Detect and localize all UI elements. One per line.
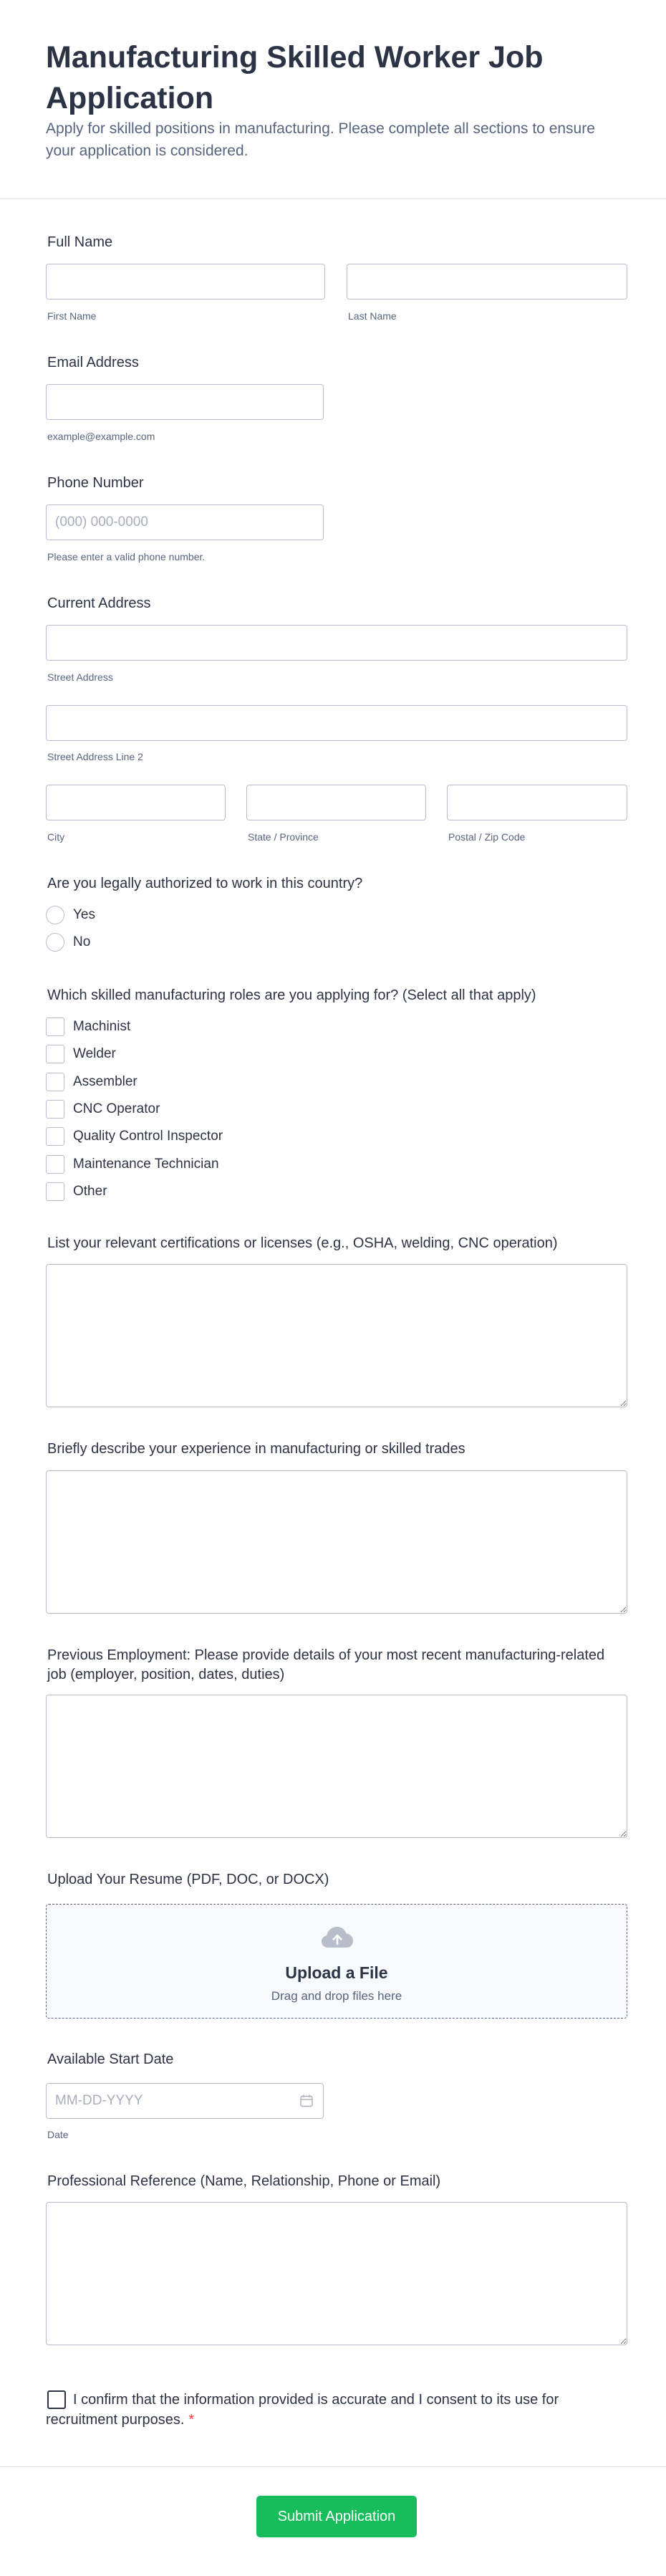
zip-input[interactable] — [447, 785, 627, 820]
authorized-option-yes[interactable] — [46, 905, 95, 925]
authorized-option-no[interactable] — [46, 932, 90, 952]
previous-employment-textarea[interactable] — [46, 1695, 627, 1838]
city-input[interactable] — [46, 785, 226, 820]
option-label: CNC Operator — [73, 1101, 160, 1116]
option-label: Assembler — [73, 1074, 137, 1089]
role-option-other[interactable] — [46, 1182, 107, 1202]
submit-application-button[interactable]: Submit Application — [256, 2496, 417, 2537]
option-label: Welder — [73, 1046, 116, 1061]
email-input[interactable] — [46, 384, 324, 420]
state-sublabel: State / Province — [248, 831, 319, 843]
checkbox[interactable] — [46, 1045, 64, 1063]
street-address-sublabel: Street Address — [47, 671, 113, 683]
start-date-label: Available Start Date — [47, 2051, 174, 2067]
radio-button[interactable] — [46, 906, 64, 924]
checkbox[interactable] — [46, 1127, 64, 1146]
role-option-welder[interactable] — [46, 1044, 116, 1064]
option-label: Quality Control Inspector — [73, 1129, 223, 1144]
required-asterisk: * — [188, 2412, 195, 2428]
checkbox[interactable] — [46, 1018, 64, 1036]
option-label: Other — [73, 1184, 107, 1199]
last-name-sublabel: Last Name — [348, 310, 397, 322]
full-name-label: Full Name — [47, 234, 113, 250]
email-label: Email Address — [47, 355, 139, 370]
checkbox[interactable] — [46, 1155, 64, 1174]
start-date-field — [46, 2083, 324, 2119]
city-sublabel: City — [47, 831, 65, 843]
first-name-input[interactable] — [46, 264, 325, 300]
role-option-machinist[interactable] — [46, 1017, 130, 1037]
role-option-assembler[interactable] — [46, 1072, 137, 1092]
checkbox[interactable] — [46, 1073, 64, 1091]
form-subtitle: Apply for skilled positions in manufacturing. Please complete all sections to ensure your application is considered. — [46, 120, 595, 159]
last-name-input[interactable] — [347, 264, 627, 300]
option-label: No — [73, 934, 91, 949]
email-sublabel: example@example.com — [47, 431, 155, 442]
phone-sublabel: Please enter a valid phone number. — [47, 551, 206, 562]
street-address-2-input[interactable] — [46, 705, 627, 741]
experience-label: Briefly describe your experience in manufacturing or skilled trades — [47, 1441, 465, 1457]
role-option-maintenance[interactable] — [46, 1154, 219, 1174]
form-header — [0, 0, 666, 199]
certifications-textarea[interactable] — [46, 1264, 627, 1407]
upload-title: Upload a File — [285, 1963, 388, 1982]
consent-checkbox[interactable] — [47, 2390, 66, 2409]
street-address-2-sublabel: Street Address Line 2 — [47, 751, 143, 762]
reference-textarea[interactable] — [46, 2202, 627, 2345]
role-option-quality-control[interactable] — [46, 1126, 223, 1146]
option-label: Yes — [73, 907, 95, 922]
phone-input[interactable] — [46, 504, 324, 540]
certifications-label: List your relevant certifications or licenses (e.g., OSHA, welding, CNC operation) — [47, 1235, 558, 1251]
street-address-input[interactable] — [46, 625, 627, 661]
option-label: Maintenance Technician — [73, 1157, 219, 1172]
consent-statement — [46, 2390, 561, 2430]
footer-divider — [0, 2466, 666, 2467]
checkbox[interactable] — [46, 1182, 64, 1201]
option-label: Machinist — [73, 1019, 131, 1034]
role-option-cnc-operator[interactable] — [46, 1099, 160, 1119]
start-date-input[interactable] — [46, 2083, 324, 2119]
reference-label: Professional Reference (Name, Relationship, Phone or Email) — [47, 2173, 441, 2189]
address-label: Current Address — [47, 595, 151, 611]
checkbox[interactable] — [46, 1100, 64, 1119]
resume-label: Upload Your Resume (PDF, DOC, or DOCX) — [47, 1872, 329, 1887]
calendar-icon[interactable] — [299, 2094, 314, 2108]
previous-employment-label: Previous Employment: Please provide details of your most recent manufacturing-related job (employer, position, dates, duties) — [47, 1647, 605, 1682]
cloud-upload-icon — [320, 1922, 354, 1950]
form-title: Manufacturing Skilled Worker Job Application — [46, 40, 544, 115]
resume-upload-dropzone[interactable] — [46, 1904, 627, 2019]
radio-button[interactable] — [46, 933, 64, 952]
consent-text: I confirm that the information provided is accurate and I consent to its use for recruitment purposes. — [46, 2392, 559, 2428]
start-date-sublabel: Date — [47, 2129, 69, 2140]
state-input[interactable] — [246, 785, 426, 820]
first-name-sublabel: First Name — [47, 310, 97, 322]
zip-sublabel: Postal / Zip Code — [448, 831, 526, 843]
phone-label: Phone Number — [47, 475, 144, 491]
experience-textarea[interactable] — [46, 1470, 627, 1614]
roles-question: Which skilled manufacturing roles are you applying for? (Select all that apply) — [47, 987, 536, 1003]
upload-subtitle: Drag and drop files here — [271, 1989, 402, 2003]
authorized-question: Are you legally authorized to work in this country? — [47, 876, 363, 891]
